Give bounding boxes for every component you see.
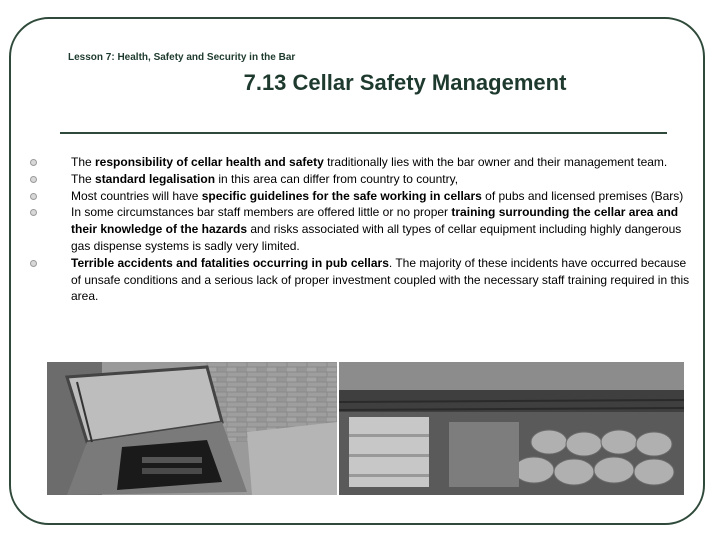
bullet-dot-icon (30, 193, 37, 200)
bullet-emphasis: standard legalisation (95, 171, 216, 186)
bullet-dot-icon (30, 159, 37, 166)
bullet-emphasis: specific guidelines for the safe working in cellars (201, 188, 482, 203)
bullet-text: in this area can differ from country to country, (215, 171, 459, 186)
bullet-list (30, 154, 690, 305)
bullet-dot-icon (30, 209, 37, 216)
bullet-item (30, 154, 690, 171)
slide-title: 7.13 Cellar Safety Management (243, 70, 567, 95)
bullet-emphasis: Terrible accidents and fatalities occurring in pub cellars (71, 255, 389, 270)
beer-keg-cellar-photo (339, 362, 684, 495)
bullet-text: The (71, 155, 96, 169)
bullet-text: In some circumstances bar staff members are offered little or no proper (71, 205, 452, 220)
bullet-emphasis: training surrounding the cellar area and their knowledge of the hazards (71, 205, 679, 237)
bullet-dot-icon (30, 176, 37, 183)
bullet-text: The (71, 171, 96, 186)
bullet-item (30, 188, 690, 205)
bullet-text: traditionally lies with the bar owner and their management team. (323, 155, 668, 169)
bullet-item (30, 171, 690, 188)
bullet-text: of pubs and licensed premises (Bars) (481, 188, 684, 203)
lesson-header: Lesson 7: Health, Safety and Security in the Bar (68, 52, 296, 63)
bullet-text: and risks associated with all types of cellar equipment including highly dangerous gas dispense systems is sadly very limited. (71, 222, 682, 253)
bullet-text: . The majority of these incidents have occurred because of unsafe conditions and a serious lack of proper investment coupled with the necessary staff training required in this area. (71, 255, 690, 304)
cellar-hatch-photo (47, 362, 337, 495)
bullet-item (30, 204, 690, 254)
title-divider (60, 132, 667, 134)
bullet-text: Most countries will have (71, 188, 202, 203)
bullet-dot-icon (30, 260, 37, 267)
bullet-item (30, 255, 690, 305)
bullet-emphasis: responsibility of cellar health and safety (95, 155, 324, 169)
